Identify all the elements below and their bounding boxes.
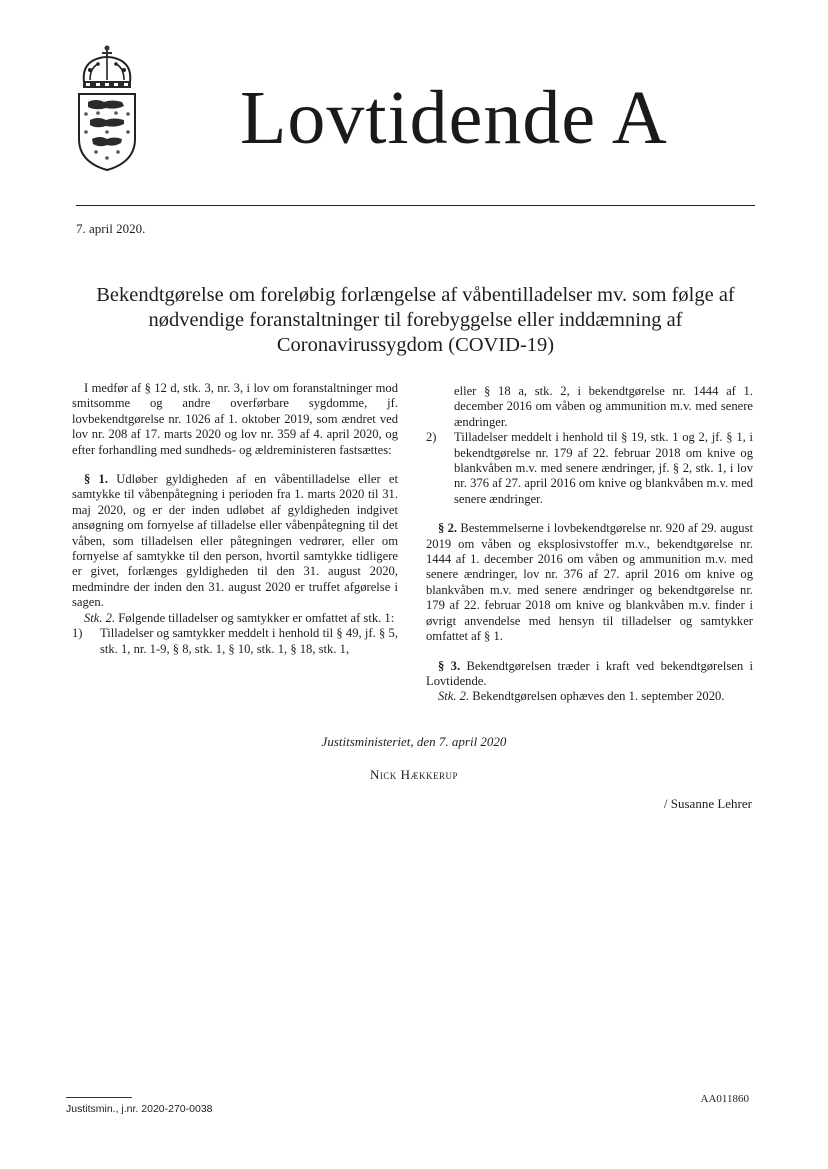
- header-divider: [76, 205, 755, 206]
- journal-number: Justitsmin., j.nr. 2020-270-0038: [66, 1103, 213, 1115]
- list-item-1-continued: eller § 18 a, stk. 2, i bekendtgørelse nr. 1444 af 1. december 2016 om våben og ammunition m.v. med senere ændringer.: [454, 384, 753, 429]
- section-2-label: § 2.: [438, 521, 458, 536]
- section-1-text: Udløber gyldigheden af en våbentilladelse eller et samtykke til våbenpåtegning i perioden fra 1. marts 2020 til 31. maj 2020, og er der inden udløbet af gyldigheden indgivet ansøgning om fornyelse af tilladelse eller våbenpåtegning til det våben, som tilladelsen eller påtegningen vedrører, eller om fornyelse af samtykke til den person, hvortil samtykke tidligere er givet, forlænges gyldigheden til den 31. august 2020, medmindre der inden den 31. august 2020 er truffet afgørelse i sagen.: [72, 472, 398, 610]
- title-line: Bekendtgørelse om foreløbig forlængelse af våbentilladelser mv. som følge af: [96, 284, 735, 306]
- stk2-text: Bekendtgørelsen ophæves den 1. september 2020.: [469, 689, 725, 704]
- section-3-text: Bekendtgørelsen træder i kraft ved bekendtgørelsen i Lovtidende.: [426, 658, 753, 688]
- right-column: [426, 384, 753, 705]
- masthead-title: Lovtidende A: [240, 76, 668, 160]
- stk2-label: Stk. 2.: [84, 610, 116, 625]
- document-title: [76, 283, 755, 358]
- list-item-number: 1): [72, 626, 83, 641]
- section-2: [426, 521, 753, 644]
- left-column: [72, 381, 398, 657]
- signature-countersign: / Susanne Lehrer: [663, 796, 752, 811]
- section-3: [426, 659, 753, 690]
- list-item-text: Tilladelser og samtykker meddelt i henhold til § 49, jf. § 5, stk. 1, nr. 1-9, § 8, stk. 1, § 10, stk. 1, § 18, stk. 1,: [100, 626, 398, 656]
- stk2-text: Følgende tilladelser og samtykker er omfattet af stk. 1:: [115, 610, 395, 625]
- footnote-divider: [66, 1097, 132, 1098]
- minister-name: Nick Hækkerup: [369, 767, 459, 782]
- publication-date: 7. april 2020.: [76, 221, 146, 236]
- section-1-stk2: [72, 611, 398, 626]
- document-code: AA011860: [700, 1093, 749, 1105]
- section-3-stk2: [426, 689, 753, 704]
- section-1: [72, 472, 398, 611]
- list-item-1: [72, 626, 398, 657]
- signature-minister: [0, 767, 828, 783]
- section-3-label: § 3.: [438, 658, 461, 673]
- list-item-number: 2): [426, 430, 437, 445]
- section-2-text: Bestemmelserne i lovbekendtgørelse nr. 920 af 29. august 2019 om våben og eksplosivstoffer m.v., bekendtgørelse nr. 1444 af 1. december 2016 om våben og ammunition m.v. med senere ændringer, lov nr. 376 af 27. april 2016 om knive og blankvåben m.v. med senere ændringer og bekendtgørelse nr. 179 af 22. februar 2018 om knive og blankvåben m.v. finder i øvrigt anvendelse med hensyn til tilladelser og samtykker omfattet af § 1.: [426, 521, 754, 644]
- coat-of-arms-icon: [76, 44, 138, 172]
- section-1-label: § 1.: [84, 472, 108, 487]
- intro-paragraph: I medfør af § 12 d, stk. 3, nr. 3, i lov om foranstaltninger mod smitsomme og andre overførbare sygdomme, jf. lovbekendtgørelse nr. 1026 af 1. oktober 2019, som ændret ved lov nr. 208 af 17. marts 2020 og lov nr. 359 af 4. april 2020, og efter forhandling med sundheds- og ældreministeren fastsættes:: [72, 381, 398, 457]
- list-item-text: Tilladelser meddelt i henhold til § 19, stk. 1 og 2, jf. § 1, i bekendtgørelse nr. 179 af 22. februar 2018 om knive og blankvåben m.v. med senere ændringer, jf. § 2, stk. 1, i lov nr. 376 af 27. april 2016 om knive og blankvåben m.v. med senere ændringer.: [454, 430, 753, 506]
- stk2-label: Stk. 2.: [438, 689, 470, 704]
- list-item-2: [426, 430, 753, 507]
- title-line: nødvendige foranstaltninger til forebyggelse eller inddæmning af: [148, 309, 683, 331]
- title-line: Coronavirussygdom (COVID-19): [276, 334, 555, 356]
- signature-place-date: Justitsministeriet, den 7. april 2020: [321, 734, 507, 749]
